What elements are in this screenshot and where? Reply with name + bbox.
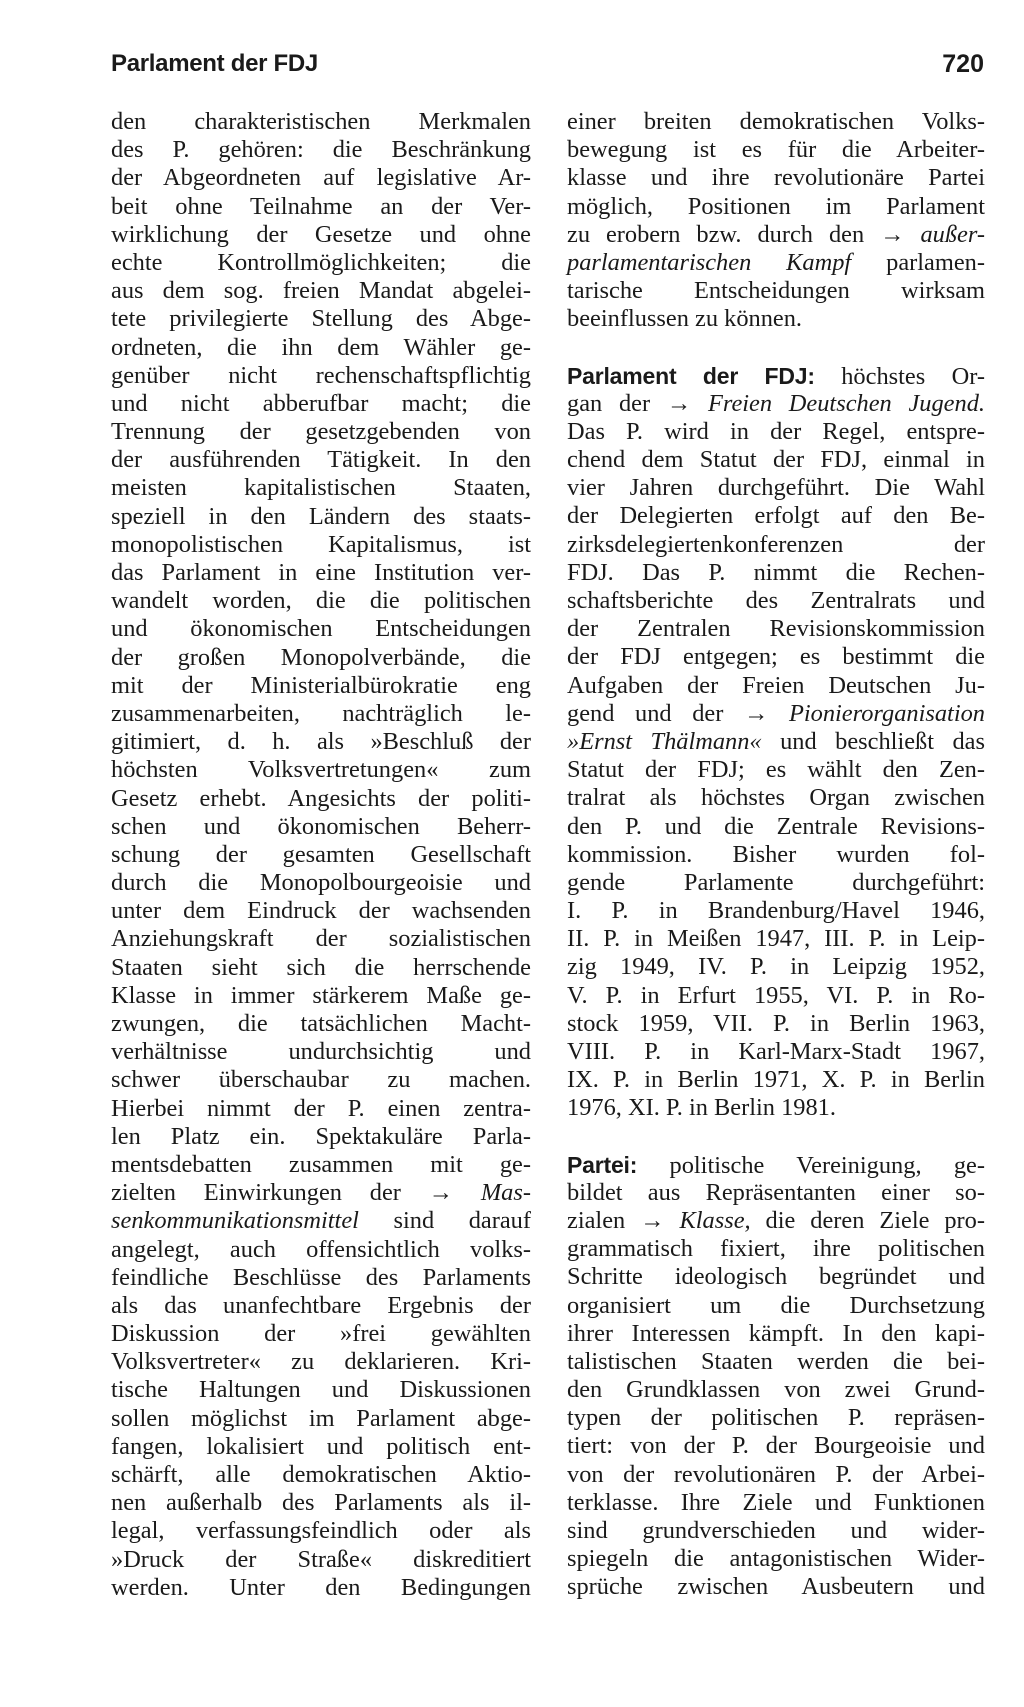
line-text: zielten Einwirkungen der	[111, 1179, 401, 1207]
text-line: zwungen, die tatsächlichen Macht-	[111, 1010, 531, 1037]
text-line: kommission. Bisher wurden fol-	[567, 840, 985, 868]
text-line: Staaten sieht sich die herrschende	[111, 953, 531, 981]
text-line: schung der gesamten Gesellschaft	[111, 840, 531, 868]
text-line: und nicht abberufbar macht; die	[111, 389, 531, 417]
text-line: organisiert um die Durchsetzung	[567, 1291, 985, 1319]
text-line: tiert: von der P. der Bourgeoisie und	[567, 1432, 985, 1460]
cross-reference-link[interactable]: »Ernst Thälmann«	[567, 727, 762, 755]
text-line: angelegt, auch offensichtlich volks-	[111, 1235, 531, 1263]
text-line: Hierbei nimmt der P. einen zentra-	[111, 1094, 531, 1122]
text-line: unter dem Eindruck der wachsenden	[111, 897, 531, 925]
text-line: der Delegierten erfolgt auf den Be-	[567, 502, 985, 530]
text-line: Das P. wird in der Regel, entspre-	[567, 417, 985, 445]
text-line: echte Kontrollmöglichkeiten; die	[111, 248, 531, 276]
cross-reference-link[interactable]: Pionierorganisation	[788, 699, 985, 727]
line-text: höchstes Or-	[841, 362, 985, 390]
text-line: werden. Unter den Bedingungen	[111, 1573, 531, 1601]
text-line-with-reference	[111, 1179, 531, 1207]
line-text: gan der	[567, 389, 651, 417]
text-line: schaftsberichte des Zentralrats und	[567, 587, 985, 614]
text-line: des P. gehören: die Beschränkung	[111, 136, 531, 164]
text-line-with-reference	[567, 249, 985, 277]
text-line: Anziehungskraft der sozialistischen	[111, 925, 531, 953]
text-line: und ökonomischen Entscheidungen	[111, 615, 531, 643]
text-line: tische Haltungen und Diskussionen	[111, 1376, 531, 1404]
text-line: wandelt worden, die die politischen	[111, 587, 531, 615]
text-line: II. P. in Meißen 1947, III. P. in Leip-	[567, 925, 985, 953]
cross-reference-link[interactable]: Mas-	[480, 1179, 531, 1207]
text-line: talistischen Staaten werden die bei-	[567, 1347, 985, 1375]
line-text: politische Vereinigung, ge-	[669, 1151, 985, 1179]
text-line: klasse und ihre revolutionäre Partei	[567, 164, 985, 192]
text-line: legal, verfassungsfeindlich oder als	[111, 1517, 531, 1545]
line-text: sind darauf	[393, 1207, 531, 1235]
running-title: Parlament der FDJ	[111, 50, 318, 77]
text-line: wirklichung der Gesetze und ohne	[111, 220, 531, 248]
text-line: tarische Entscheidungen wirksam	[567, 277, 985, 305]
text-line: zusammenarbeiten, nachträglich le-	[111, 699, 531, 727]
cross-reference-link[interactable]: senkommunikationsmittel	[111, 1207, 359, 1235]
arrow-glyph: →	[880, 220, 905, 248]
text-line: den charakteristischen Merkmalen	[111, 108, 531, 135]
line-text: parlamen-	[886, 248, 985, 276]
text-line: möglich, Positionen im Parlament	[567, 192, 985, 220]
text-line: terklasse. Ihre Ziele und Funktionen	[567, 1488, 985, 1516]
text-line: Trennung der gesetzgebenden von	[111, 418, 531, 446]
text-line: 1976, XI. P. in Berlin 1981.	[567, 1094, 836, 1122]
text-line: gende Parlamente durchgeführt:	[567, 868, 985, 896]
text-line: VIII. P. in Karl-Marx-Stadt 1967,	[567, 1038, 985, 1065]
text-line: schärft, alle demokratischen Aktio-	[111, 1461, 531, 1488]
text-line: ihrer Interessen kämpft. In den kapi-	[567, 1319, 985, 1347]
entry-separator	[567, 334, 985, 362]
text-line: bildet aus Repräsentanten einer so-	[567, 1178, 985, 1206]
entry-separator	[567, 1123, 985, 1151]
text-line-with-reference	[567, 1207, 985, 1235]
text-line-with-reference	[567, 221, 985, 249]
text-line: als das unanfechtbare Ergebnis der	[111, 1291, 531, 1319]
text-line: grammatisch fixiert, ihre politischen	[567, 1235, 985, 1263]
entry-headword: Parlament der FDJ:	[567, 362, 815, 389]
text-line: einer breiten demokratischen Volks-	[567, 108, 985, 135]
entry-first-line	[567, 362, 985, 390]
text-line: der großen Monopolverbände, die	[111, 643, 531, 671]
line-text: zu erobern bzw. durch den	[567, 220, 865, 248]
arrow-glyph: →	[428, 1179, 454, 1207]
text-line: das Parlament in eine Institution ver-	[111, 559, 531, 586]
text-line: chend dem Statut der FDJ, einmal in	[567, 446, 985, 474]
text-line: fangen, lokalisiert und politisch ent-	[111, 1432, 531, 1460]
text-line: tete privilegierte Stellung des Abge-	[111, 305, 531, 333]
text-line: Klasse in immer stärkerem Maße ge-	[111, 981, 531, 1009]
text-line: der Zentralen Revisionskommission	[567, 615, 985, 643]
text-line: Statut der FDJ; es wählt den Zen-	[567, 756, 985, 784]
text-line: höchsten Volksvertretungen« zum	[111, 756, 531, 784]
text-line: Aufgaben der Freien Deutschen Ju-	[567, 671, 985, 699]
text-line: len Platz ein. Spektakuläre Parla-	[111, 1122, 531, 1150]
arrow-glyph: →	[640, 1206, 665, 1234]
text-line: aus dem sog. freien Mandat abgelei-	[111, 277, 531, 305]
text-line: feindliche Beschlüsse des Parlaments	[111, 1263, 531, 1291]
text-line: genüber nicht rechenschaftspflichtig	[111, 361, 531, 389]
text-line: I. P. in Brandenburg/Havel 1946,	[567, 897, 985, 925]
text-line: den Grundklassen von zwei Grund-	[567, 1376, 985, 1404]
text-line: »Druck der Straße« diskreditiert	[111, 1545, 531, 1573]
text-line-with-reference	[567, 728, 985, 756]
text-line: schwer überschaubar zu machen.	[111, 1066, 531, 1094]
entry-first-line	[567, 1151, 985, 1179]
line-text: zialen	[567, 1206, 626, 1234]
text-line: tralrat als höchstes Organ zwischen	[567, 784, 985, 812]
text-line: meisten kapitalistischen Staaten,	[111, 474, 531, 502]
text-line: speziell in den Ländern des staats-	[111, 502, 531, 530]
text-line: vier Jahren durchgeführt. Die Wahl	[567, 474, 985, 502]
text-line: zig 1949, IV. P. in Leipzig 1952,	[567, 953, 985, 981]
text-line: stock 1959, VII. P. in Berlin 1963,	[567, 1009, 985, 1037]
text-line: schen und ökonomischen Beherr-	[111, 812, 531, 840]
line-text: und beschließt das	[780, 727, 985, 755]
text-line-with-reference	[567, 700, 985, 728]
cross-reference-link[interactable]: Freien Deutschen Jugend.	[707, 389, 985, 417]
cross-reference-link[interactable]: außer-	[920, 220, 986, 248]
text-line: mit der Ministerialbürokratie eng	[111, 671, 531, 699]
text-line: ordneten, die ihn dem Wähler ge-	[111, 333, 531, 361]
cross-reference-link[interactable]: Klasse,	[679, 1206, 751, 1234]
text-line: beeinflussen zu können.	[567, 305, 803, 333]
text-line: monopolistischen Kapitalismus, ist	[111, 530, 531, 558]
text-line: IX. P. in Berlin 1971, X. P. in Berlin	[567, 1066, 985, 1094]
text-line: FDJ. Das P. nimmt die Rechen-	[567, 558, 985, 586]
arrow-glyph: →	[743, 699, 769, 727]
text-line: V. P. in Erfurt 1955, VI. P. in Ro-	[567, 981, 985, 1009]
text-line: den P. und die Zentrale Revisions-	[567, 812, 985, 840]
line-text: die deren Ziele pro-	[765, 1206, 985, 1234]
text-line: beit ohne Teilnahme an der Ver-	[111, 192, 531, 220]
text-line: gitimiert, d. h. als »Beschluß der	[111, 728, 531, 756]
text-line: verhältnisse undurchsichtig und	[111, 1038, 531, 1066]
text-line: der Abgeordneten auf legislative Ar-	[111, 164, 531, 192]
arrow-glyph: →	[666, 389, 692, 417]
page-header	[111, 50, 984, 90]
page-number: 720	[942, 50, 984, 78]
text-line: der FDJ entgegen; es bestimmt die	[567, 643, 985, 671]
text-line: durch die Monopolbourgeoisie und	[111, 869, 531, 897]
text-line: Schritte ideologisch begründet und	[567, 1263, 985, 1291]
text-line: typen der politischen P. repräsen-	[567, 1404, 985, 1432]
text-line: zirksdelegiertenkonferenzen der	[567, 530, 985, 558]
text-line: Diskussion der »frei gewählten	[111, 1320, 531, 1348]
line-text: gend und der	[567, 699, 724, 727]
left-column	[111, 108, 531, 1602]
text-line: mentsdebatten zusammen mit ge-	[111, 1150, 531, 1178]
text-line: sprüche zwischen Ausbeutern und	[567, 1573, 985, 1601]
text-line: nen außerhalb des Parlaments als il-	[111, 1489, 531, 1517]
text-line-with-reference	[111, 1207, 531, 1235]
text-line-with-reference	[567, 390, 985, 418]
text-line: von der revolutionären P. der Arbei-	[567, 1460, 985, 1488]
text-line: Gesetz erhebt. Angesichts der politi-	[111, 784, 531, 812]
text-line: spiegeln die antagonistischen Wider-	[567, 1545, 985, 1573]
right-column	[567, 108, 985, 1602]
text-line: sind grundverschieden und wider-	[567, 1517, 985, 1544]
text-line: bewegung ist es für die Arbeiter-	[567, 136, 985, 164]
entry-headword: Partei:	[567, 1151, 638, 1178]
text-line: der ausführenden Tätigkeit. In den	[111, 446, 531, 474]
cross-reference-link[interactable]: parlamentarischen Kampf	[567, 248, 852, 276]
text-line: Volksvertreter« zu deklarieren. Kri-	[111, 1348, 531, 1376]
text-line: sollen möglichst im Parlament abge-	[111, 1404, 531, 1432]
